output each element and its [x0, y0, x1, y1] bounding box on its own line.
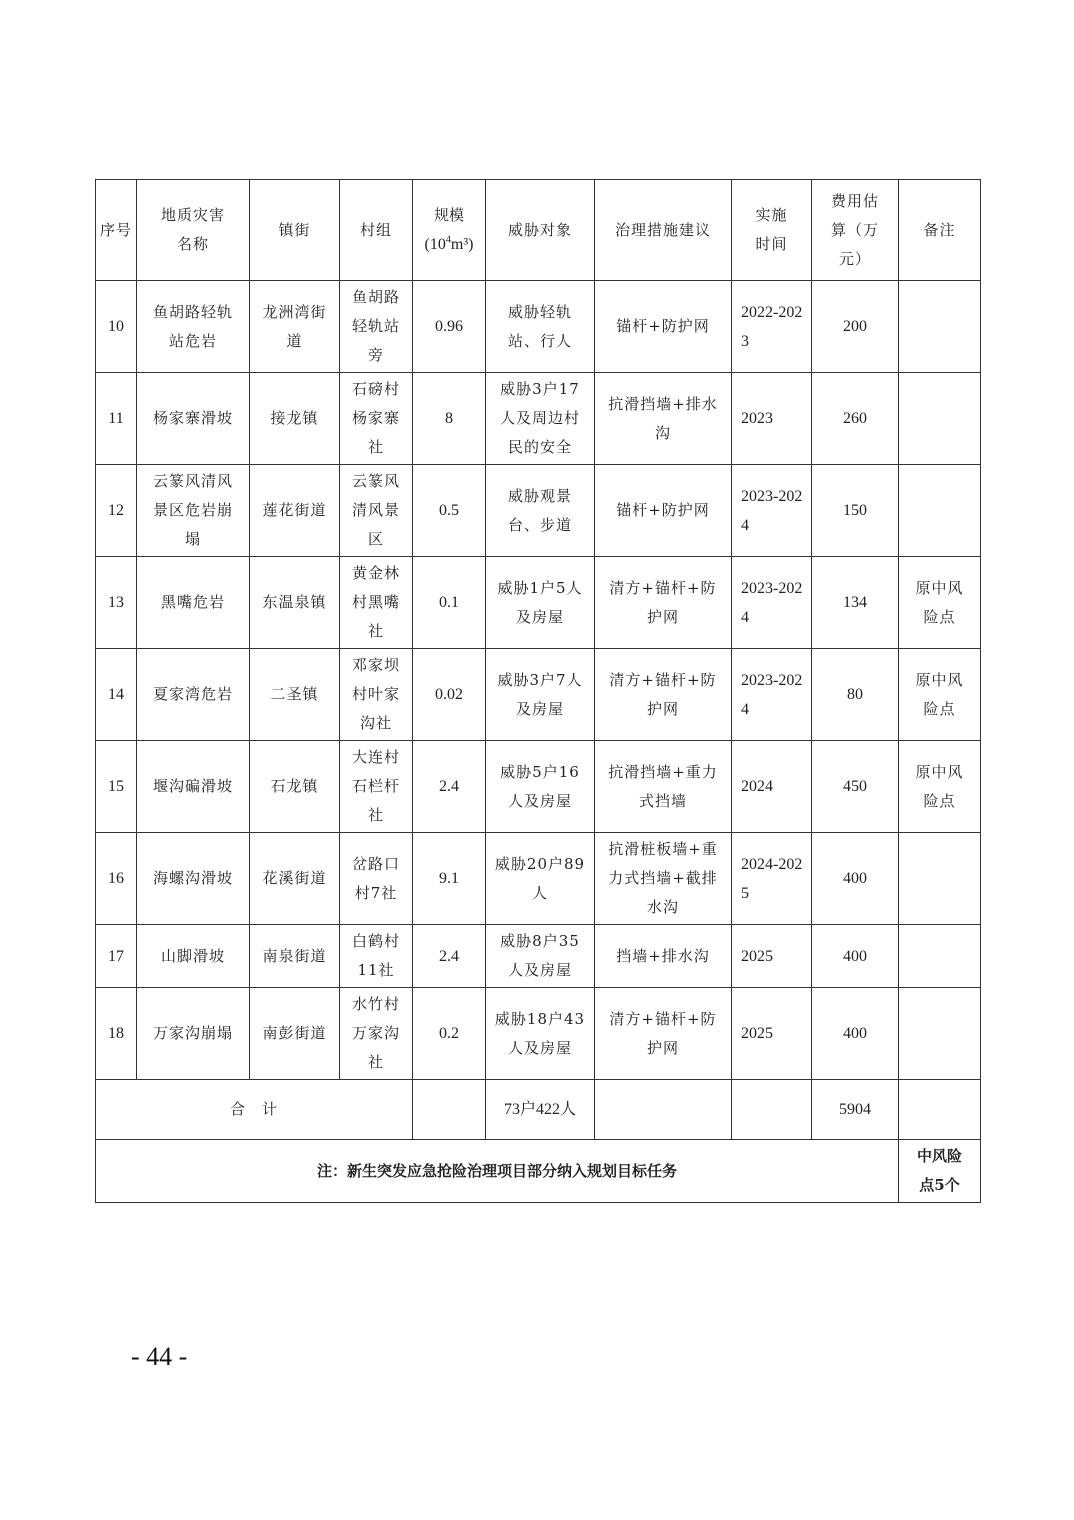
- cell-village: 白鹤村11社: [340, 925, 413, 988]
- hazard-table: [95, 179, 981, 1203]
- table-row: [96, 557, 981, 649]
- total-row: [96, 1080, 981, 1140]
- cell-scale: 2.4: [413, 925, 486, 988]
- cell-scale: 8: [413, 373, 486, 465]
- cell-time: 2023-2024: [732, 649, 812, 741]
- cell-name: 杨家寨滑坡: [137, 373, 250, 465]
- cell-town: 龙洲湾街道: [250, 281, 340, 373]
- cell-seq: 17: [96, 925, 137, 988]
- cell-measure: 锚杆+防护网: [595, 465, 732, 557]
- cell-threat: 威胁18户43人及房屋: [486, 988, 595, 1080]
- cell-scale: 2.4: [413, 741, 486, 833]
- table-row: [96, 649, 981, 741]
- note-text: 注：新生突发应急抢险治理项目部分纳入规划目标任务: [96, 1140, 899, 1203]
- cell-threat: 威胁1户5人及房屋: [486, 557, 595, 649]
- cell-cost: 400: [812, 925, 899, 988]
- cell-cost: 400: [812, 833, 899, 925]
- cell-seq: 16: [96, 833, 137, 925]
- cell-remark: [899, 465, 981, 557]
- total-time: [732, 1080, 812, 1140]
- cell-town: 接龙镇: [250, 373, 340, 465]
- total-label: 合 计: [96, 1080, 413, 1140]
- cell-scale: 0.02: [413, 649, 486, 741]
- cell-remark: [899, 281, 981, 373]
- cell-time: 2024-2025: [732, 833, 812, 925]
- cell-seq: 14: [96, 649, 137, 741]
- cell-measure: 清方+锚杆+防护网: [595, 649, 732, 741]
- cell-time: 2023-2024: [732, 557, 812, 649]
- table-header-row: [96, 180, 981, 281]
- cell-town: 东温泉镇: [250, 557, 340, 649]
- header-threat: 威胁对象: [486, 180, 595, 281]
- header-scale-unit-pre: (10: [424, 236, 446, 253]
- cell-village: 云篆风清风景区: [340, 465, 413, 557]
- cell-name: 万家沟崩塌: [137, 988, 250, 1080]
- header-scale-unit: [417, 230, 481, 259]
- cell-scale: 9.1: [413, 833, 486, 925]
- header-scale: [413, 180, 486, 281]
- header-scale-label: 规模: [433, 206, 464, 224]
- cell-name: 山脚滑坡: [137, 925, 250, 988]
- cell-seq: 12: [96, 465, 137, 557]
- cell-name: 夏家湾危岩: [137, 649, 250, 741]
- page-number: - 44 -: [131, 1342, 188, 1371]
- total-scale: [413, 1080, 486, 1140]
- note-remark: 中风险点5个: [899, 1140, 981, 1203]
- cell-measure: 清方+锚杆+防护网: [595, 557, 732, 649]
- cell-measure: 抗滑挡墙+排水沟: [595, 373, 732, 465]
- header-scale-unit-post: m³): [450, 236, 474, 253]
- cell-name: 黑嘴危岩: [137, 557, 250, 649]
- cell-cost: 400: [812, 988, 899, 1080]
- cell-name: 海螺沟滑坡: [137, 833, 250, 925]
- cell-remark: [899, 373, 981, 465]
- cell-seq: 11: [96, 373, 137, 465]
- cell-remark: [899, 988, 981, 1080]
- cell-cost: 200: [812, 281, 899, 373]
- cell-threat: 威胁5户16人及房屋: [486, 741, 595, 833]
- table-row: [96, 373, 981, 465]
- cell-seq: 13: [96, 557, 137, 649]
- cell-seq: 10: [96, 281, 137, 373]
- cell-measure: 挡墙+排水沟: [595, 925, 732, 988]
- header-time: 实施时间: [732, 180, 812, 281]
- header-scale-unit-sup: 4: [445, 234, 451, 246]
- cell-town: 石龙镇: [250, 741, 340, 833]
- cell-town: 南彭街道: [250, 988, 340, 1080]
- cell-threat: 威胁轻轨站、行人: [486, 281, 595, 373]
- cell-threat: 威胁8户35人及房屋: [486, 925, 595, 988]
- cell-scale: 0.96: [413, 281, 486, 373]
- total-cost: 5904: [812, 1080, 899, 1140]
- cell-time: 2023-2024: [732, 465, 812, 557]
- header-measure: 治理措施建议: [595, 180, 732, 281]
- cell-village: 黄金林村黑嘴社: [340, 557, 413, 649]
- cell-remark: 原中风险点: [899, 557, 981, 649]
- header-remark: 备注: [899, 180, 981, 281]
- cell-measure: 清方+锚杆+防护网: [595, 988, 732, 1080]
- cell-threat: 威胁3户17人及周边村民的安全: [486, 373, 595, 465]
- cell-time: 2022-2023: [732, 281, 812, 373]
- cell-cost: 134: [812, 557, 899, 649]
- header-name: 地质灾害名称: [137, 180, 250, 281]
- cell-time: 2023: [732, 373, 812, 465]
- total-measure: [595, 1080, 732, 1140]
- cell-remark: 原中风险点: [899, 649, 981, 741]
- cell-seq: 15: [96, 741, 137, 833]
- cell-threat: 威胁20户89人: [486, 833, 595, 925]
- cell-village: 鱼胡路轻轨站旁: [340, 281, 413, 373]
- table-row: [96, 988, 981, 1080]
- note-row: [96, 1140, 981, 1203]
- cell-cost: 150: [812, 465, 899, 557]
- header-cost: 费用估算（万元）: [812, 180, 899, 281]
- cell-town: 南泉街道: [250, 925, 340, 988]
- cell-cost: 80: [812, 649, 899, 741]
- cell-scale: 0.2: [413, 988, 486, 1080]
- total-threat: 73户422人: [486, 1080, 595, 1140]
- cell-village: 水竹村万家沟社: [340, 988, 413, 1080]
- header-village: 村组: [340, 180, 413, 281]
- cell-time: 2024: [732, 741, 812, 833]
- cell-remark: [899, 833, 981, 925]
- header-seq: 序号: [96, 180, 137, 281]
- cell-town: 花溪街道: [250, 833, 340, 925]
- cell-time: 2025: [732, 988, 812, 1080]
- cell-cost: 450: [812, 741, 899, 833]
- cell-village: 大连村石栏杆社: [340, 741, 413, 833]
- cell-measure: 抗滑挡墙+重力式挡墙: [595, 741, 732, 833]
- cell-scale: 0.1: [413, 557, 486, 649]
- total-remark: [899, 1080, 981, 1140]
- cell-name: 鱼胡路轻轨站危岩: [137, 281, 250, 373]
- cell-scale: 0.5: [413, 465, 486, 557]
- cell-town: 二圣镇: [250, 649, 340, 741]
- cell-remark: [899, 925, 981, 988]
- table-row: [96, 281, 981, 373]
- cell-seq: 18: [96, 988, 137, 1080]
- cell-remark: 原中风险点: [899, 741, 981, 833]
- cell-village: 石磅村杨家寨社: [340, 373, 413, 465]
- table-row: [96, 741, 981, 833]
- table-row: [96, 465, 981, 557]
- cell-town: 莲花街道: [250, 465, 340, 557]
- cell-time: 2025: [732, 925, 812, 988]
- table-row: [96, 925, 981, 988]
- cell-measure: 锚杆+防护网: [595, 281, 732, 373]
- table-row: [96, 833, 981, 925]
- cell-village: 邓家坝村叶家沟社: [340, 649, 413, 741]
- cell-name: 云篆风清风景区危岩崩塌: [137, 465, 250, 557]
- cell-threat: 威胁3户7人及房屋: [486, 649, 595, 741]
- cell-village: 岔路口村7社: [340, 833, 413, 925]
- cell-name: 堰沟碥滑坡: [137, 741, 250, 833]
- cell-measure: 抗滑桩板墙+重力式挡墙+截排水沟: [595, 833, 732, 925]
- cell-threat: 威胁观景台、步道: [486, 465, 595, 557]
- header-town: 镇街: [250, 180, 340, 281]
- cell-cost: 260: [812, 373, 899, 465]
